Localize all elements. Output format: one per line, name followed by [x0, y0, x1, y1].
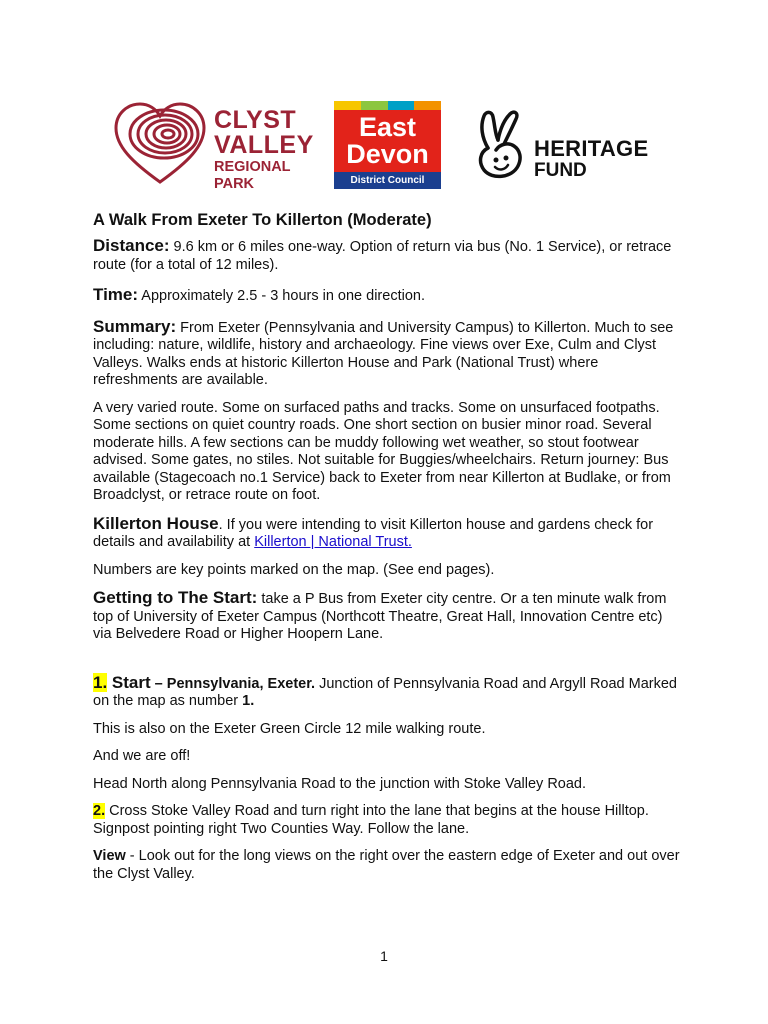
head-north-paragraph: Head North along Pennsylvania Road to the junction with Stoke Valley Road.	[93, 775, 587, 792]
view-label: View	[93, 848, 126, 864]
view-paragraph	[93, 848, 683, 883]
section-heading: Distance:	[93, 236, 170, 255]
logo-text: PARK	[214, 175, 255, 192]
logo-text: East	[358, 112, 417, 142]
body-text: - Look out for the long views on the right over the eastern edge of Exeter and out over the Clyst Valley.	[93, 848, 680, 882]
distance-paragraph	[93, 237, 683, 274]
body-text: Approximately 2.5 - 3 hours in one direction.	[138, 288, 425, 304]
body-text: 9.6 km or 6 miles one-way. Option of return via bus (No. 1 Service), or retrace route (for a total of 12 miles).	[93, 239, 672, 273]
clyst-valley-logo	[112, 98, 317, 192]
section-heading: Summary:	[93, 316, 177, 336]
logo-text: FUND	[534, 160, 587, 181]
document-title: A Walk From Exeter To Killerton (Moderate)	[93, 211, 432, 229]
summary-paragraph	[93, 318, 683, 390]
body-text: take a P Bus from Exeter city centre. Or a ten minute walk from top of University of Exeter Campus (Northcott Theatre, Great Hall, Innovation Centre etc) via Belvedere Road or Higher Hoopern Lane.	[93, 591, 667, 642]
logo-text: REGIONAL	[214, 159, 291, 175]
green-circle-paragraph: This is also on the Exeter Green Circle 12 mile walking route.	[93, 720, 486, 737]
logo-bar	[112, 98, 672, 194]
killerton-paragraph	[93, 515, 683, 552]
body-text: Cross Stoke Valley Road and turn right into the lane that begins at the house Hilltop. Signpost pointing right Two Counties Way. Follow the lane.	[93, 803, 649, 837]
point-number: 2.	[93, 803, 106, 819]
body-text: From Exeter (Pennsylvania and University Campus) to Killerton. Much to see including: nature, wildlife, history and archaeology. Fine views over Exe, Culm and Clyst Valleys. Walks ends at historic Killerton House and Park (National Trust) where refreshments are available.	[93, 319, 674, 388]
page-number: 1	[380, 948, 388, 964]
point-number: 1.	[93, 672, 108, 692]
time-paragraph	[93, 286, 683, 306]
off-paragraph: And we are off!	[93, 748, 191, 764]
section-heading: Start	[107, 672, 151, 692]
heritage-fund-logo	[468, 108, 668, 188]
logo-text: HERITAGE	[534, 136, 649, 161]
heart-rings-icon	[112, 100, 208, 186]
killerton-link[interactable]: Killerton | National Trust.	[254, 534, 412, 550]
body-text: . If you were intending to visit Killerton house and gardens check for details and availability at	[93, 516, 654, 550]
east-devon-logo	[334, 101, 441, 189]
point-1-paragraph	[93, 674, 683, 711]
logo-text: Devon	[346, 139, 429, 169]
color-stripes	[334, 101, 441, 110]
section-heading: Killerton House	[93, 513, 219, 533]
logo-text: District Council	[334, 172, 441, 189]
logo-text: VALLEY	[214, 131, 314, 159]
section-heading: Getting to The Start:	[93, 588, 258, 607]
crossed-fingers-icon	[468, 108, 530, 180]
point-ref: 1.	[242, 693, 255, 709]
point-2-paragraph	[93, 803, 683, 838]
body-text: Junction of Pennsylvania Road and Argyll Road Marked on the map as number	[93, 675, 677, 709]
route-paragraph: A very varied route. Some on surfaced paths and tracks. Some on unsurfaced footpaths. Some sections on quiet country roads. One short section on busier minor road. Several moderate hills. A few sections can be muddy following wet weather, so stout footwear advised. Some gates, no stiles. Not suitable for Buggies/wheelchairs. Return journey: Bus available (Stagecoach no.1 Service) back to Exeter from near Killerton at Budlake, or from Broadclyst, or retrace route on foot.	[93, 399, 671, 503]
point-subheading: – Pennsylvania, Exeter.	[150, 675, 316, 692]
logo-text: CLYST	[214, 106, 297, 134]
getting-start-paragraph	[93, 589, 683, 644]
document-body	[93, 210, 683, 883]
section-heading: Time:	[93, 285, 139, 304]
numbers-paragraph: Numbers are key points marked on the map. (See end pages).	[93, 561, 495, 578]
